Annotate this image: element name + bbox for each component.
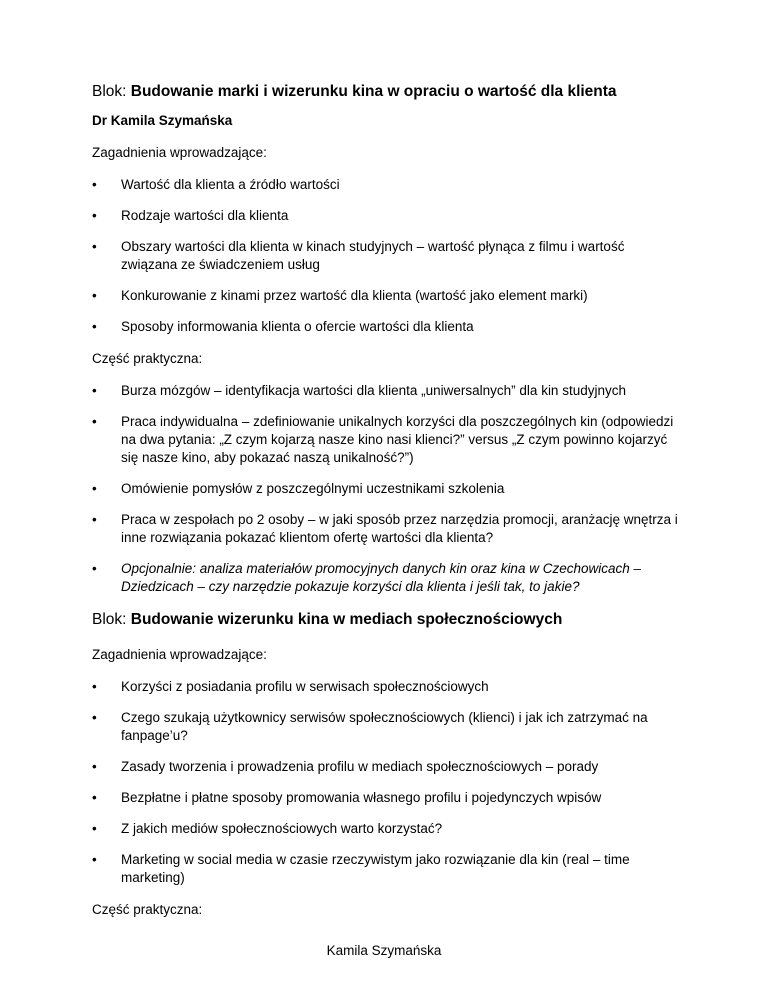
list-item: • Marketing w social media w czasie rzeczywistym jako rozwiązanie dla kin (real – time marketing) xyxy=(92,852,630,885)
bullet-icon: • xyxy=(92,383,97,398)
bullet-icon: • xyxy=(92,512,97,527)
list-item: • Zasady tworzenia i prowadzenia profilu w mediach społecznościowych – porady xyxy=(92,759,599,774)
list-item: • Praca w zespołach po 2 osoby – w jaki sposób przez narzędzia promocji, aranżację wnętrza i inne rozwiązania pokazać klientom ofertę wartości dla klienta? xyxy=(92,512,678,545)
block1-title: Budowanie marki i wizerunku kina w opraciu o wartość dla klienta xyxy=(130,83,617,100)
document-content xyxy=(92,82,682,933)
list-item: • Wartość dla klienta a źródło wartości xyxy=(92,177,340,192)
bullet-icon: • xyxy=(92,852,97,867)
bullet-icon: • xyxy=(92,561,97,576)
block2-prefix: Blok: xyxy=(92,611,131,628)
list-item: • Rodzaje wartości dla klienta xyxy=(92,208,289,223)
list-item: • Konkurowanie z kinami przez wartość dla klienta (wartość jako element marki) xyxy=(92,288,588,303)
list-item: • Omówienie pomysłów z poszczególnymi uczestnikami szkolenia xyxy=(92,481,505,496)
list-item: • Obszary wartości dla klienta w kinach studyjnych – wartość płynąca z filmu i wartość związana ze świadczeniem usług xyxy=(92,239,625,272)
block2-title: Budowanie wizerunku kina w mediach społecznościowych xyxy=(130,611,563,628)
block1-intro-label: Zagadnienia wprowadzające: xyxy=(92,145,267,160)
list-item: • Sposoby informowania klienta o ofercie wartości dla klienta xyxy=(92,319,474,334)
bullet-icon: • xyxy=(92,821,97,836)
bullet-icon: • xyxy=(92,710,97,725)
bullet-icon: • xyxy=(92,414,97,429)
block1-practical-label: Część praktyczna: xyxy=(92,351,203,366)
list-item: • Bezpłatne i płatne sposoby promowania własnego profilu i pojedynczych wpisów xyxy=(92,790,602,805)
block2-intro-list xyxy=(92,678,682,887)
author-name: Dr Kamila Szymańska xyxy=(92,113,233,128)
block1-practical-list xyxy=(92,382,682,596)
block2-intro-label: Zagadnienia wprowadzające: xyxy=(92,647,267,662)
block1-heading xyxy=(92,82,682,102)
block2-practical-label: Część praktyczna: xyxy=(92,902,203,917)
bullet-icon: • xyxy=(92,208,97,223)
block1-prefix: Blok: xyxy=(92,83,131,100)
bullet-icon: • xyxy=(92,177,97,192)
list-item: • Opcjonalnie: analiza materiałów promocyjnych danych kin oraz kina w Czechowicach – Dziedzicach – czy narzędzie pokazuje korzyści dla klienta i jeśli tak, to jakie? xyxy=(92,561,642,594)
list-item: • Burza mózgów – identyfikacja wartości dla klienta „uniwersalnych” dla kin studyjnych xyxy=(92,383,626,398)
bullet-icon: • xyxy=(92,319,97,334)
list-item: • Korzyści z posiadania profilu w serwisach społecznościowych xyxy=(92,679,489,694)
block1-intro-list xyxy=(92,176,682,336)
list-item: • Praca indywidualna – zdefiniowanie unikalnych korzyści dla poszczególnych kin (odpowiedzi na dwa pytania: „Z czym kojarzą nasze kino nasi klienci?” versus „Z czym powinno kojarzyć się nasze kino, aby pokazać naszą unikalność?”) xyxy=(92,414,674,465)
bullet-icon: • xyxy=(92,239,97,254)
list-item: • Czego szukają użytkownicy serwisów społecznościowych (klienci) i jak ich zatrzymać na fanpage’u? xyxy=(92,710,648,743)
page-footer: Kamila Szymańska xyxy=(326,943,442,958)
bullet-icon: • xyxy=(92,759,97,774)
list-item: • Z jakich mediów społecznościowych warto korzystać? xyxy=(92,821,443,836)
block2-heading xyxy=(92,610,682,630)
bullet-icon: • xyxy=(92,288,97,303)
bullet-icon: • xyxy=(92,481,97,496)
bullet-icon: • xyxy=(92,790,97,805)
bullet-icon: • xyxy=(92,679,97,694)
